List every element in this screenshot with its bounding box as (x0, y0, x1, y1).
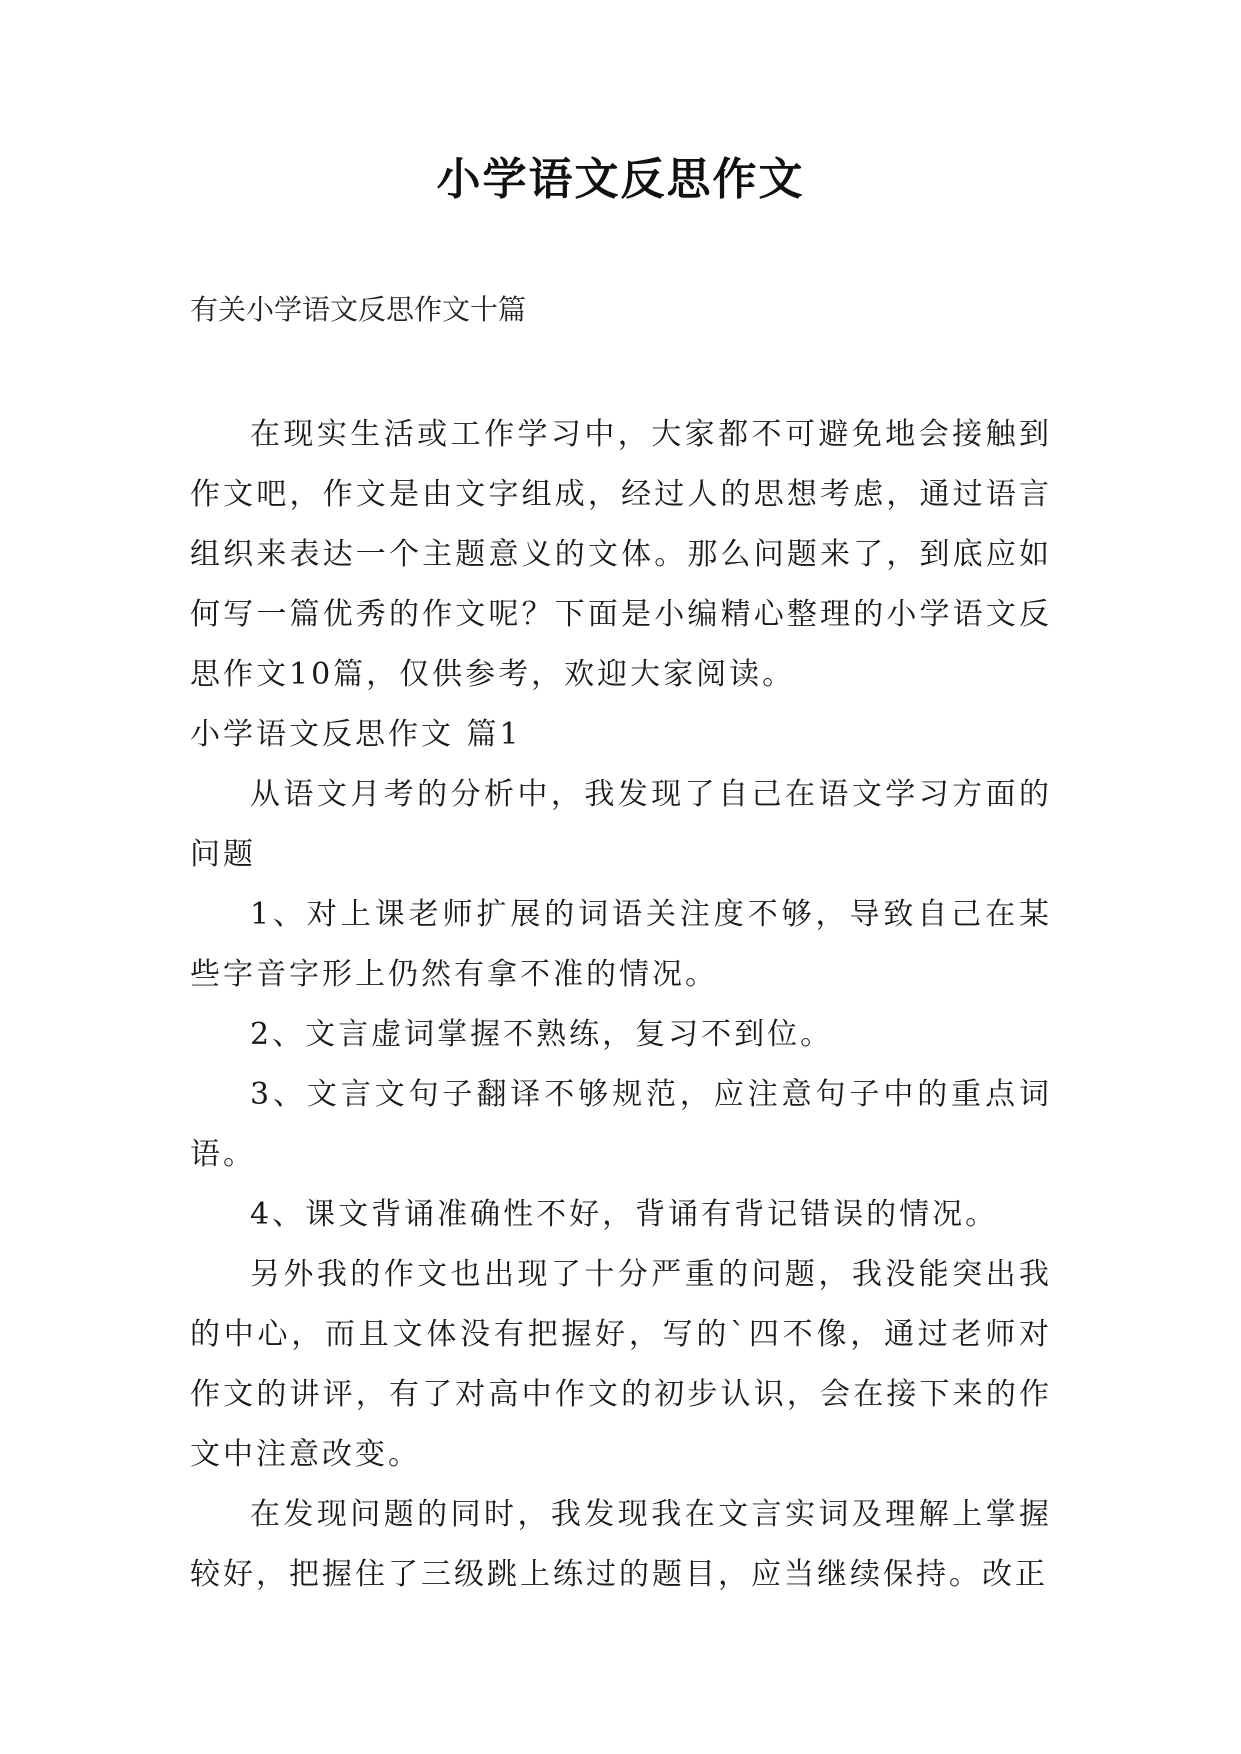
document-title: 小学语文反思作文 (436, 154, 805, 205)
body-paragraph: 另外我的作文也出现了十分严重的问题，我没能突出我的中心，而且文体没有把握好，写的`四不像，通过老师对作文的讲评，有了对高中作文的初步认识，会在接下来的作文中注意改变。 (190, 1257, 1052, 1472)
list-item: 3、文言文句子翻译不够规范，应注意句子中的重点词语。 (190, 1077, 1052, 1172)
document-body (190, 405, 1052, 1605)
list-item: 1、对上课老师扩展的词语关注度不够，导致自己在某些字音字形上仍然有拿不准的情况。 (190, 897, 1052, 992)
list-item: 4、课文背诵准确性不好，背诵有背记错误的情况。 (250, 1197, 999, 1232)
section-heading: 小学语文反思作文 篇1 (190, 717, 522, 752)
document-subtitle: 有关小学语文反思作文十篇 (190, 293, 527, 326)
list-item: 2、文言虚词掌握不熟练，复习不到位。 (250, 1017, 834, 1052)
body-paragraph: 在发现问题的同时，我发现我在文言实词及理解上掌握较好，把握住了三级跳上练过的题目，应当继续保持。改正 (190, 1497, 1052, 1592)
body-paragraph: 从语文月考的分析中，我发现了自己在语文学习方面的问题 (190, 777, 1052, 872)
intro-paragraph: 在现实生活或工作学习中，大家都不可避免地会接触到作文吧，作文是由文字组成，经过人的思想考虑，通过语言组织来表达一个主题意义的文体。那么问题来了，到底应如何写一篇优秀的作文呢？下面是小编精心整理的小学语文反思作文10篇，仅供参考，欢迎大家阅读。 (190, 417, 1052, 692)
